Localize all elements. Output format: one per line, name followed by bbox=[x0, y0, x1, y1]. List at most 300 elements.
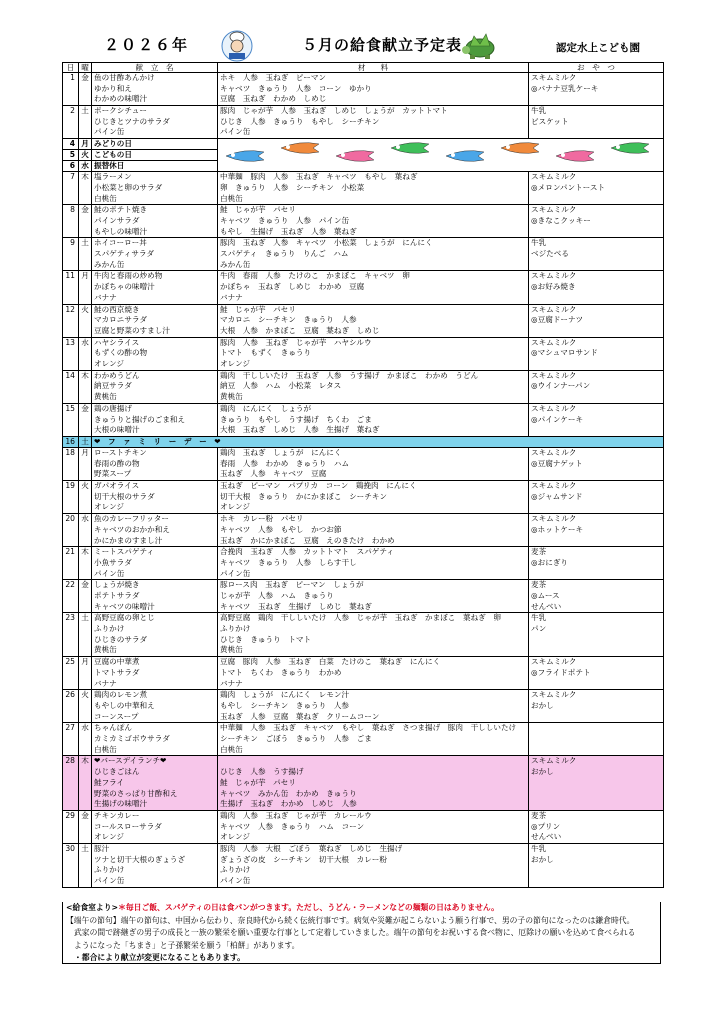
menu-cell bbox=[92, 271, 218, 304]
line: 豚肉 人参 大根 ごぼう 葉ねぎ しめじ 生揚げ bbox=[220, 844, 403, 854]
menu-cell bbox=[92, 172, 218, 205]
line: もやし 生揚げ 玉ねぎ 人参 葉ねぎ bbox=[220, 226, 357, 236]
line: ビスケット bbox=[531, 116, 569, 126]
day-number: 8 bbox=[63, 205, 79, 238]
line: 玉ねぎ かにかまぼこ 豆腐 えのきたけ わかめ bbox=[220, 535, 395, 545]
line: ◎メロンパントースト bbox=[531, 182, 606, 192]
line: じゃが芋 人参 ハム きゅうり bbox=[220, 591, 334, 600]
line: ◎ウインナーパン bbox=[531, 381, 591, 391]
holiday-label: 振替休日 bbox=[92, 161, 218, 172]
line: 玉ねぎ ピーマン パプリカ コーン 鶏挽肉 にんにく bbox=[220, 481, 417, 491]
line: 牛乳 bbox=[531, 238, 547, 248]
line: 野菜スープ bbox=[94, 469, 132, 479]
day-number: 14 bbox=[63, 370, 79, 403]
col-weekday: 曜 bbox=[79, 63, 92, 73]
line: 鶏肉 しょうが にんにく レモン汁 bbox=[220, 690, 350, 700]
snack-cell bbox=[529, 304, 664, 337]
line: 黄桃缶 bbox=[220, 392, 243, 402]
line: ホキ 人参 玉ねぎ ピーマン bbox=[220, 73, 327, 82]
line: わかめうどん bbox=[94, 370, 140, 380]
line: 豚汁 bbox=[94, 844, 110, 854]
line: ベジたべる bbox=[531, 249, 569, 259]
line bbox=[220, 756, 526, 767]
koinobori-icon bbox=[391, 143, 429, 154]
line: 鶏の唐揚げ bbox=[94, 403, 132, 413]
weekday: 土 bbox=[79, 106, 92, 139]
line: ◎マシュマロサンド bbox=[531, 348, 598, 358]
line: 納豆サラダ bbox=[94, 381, 132, 391]
line: スキムミルク bbox=[531, 73, 577, 82]
table-row bbox=[63, 657, 664, 690]
weekday: 土 bbox=[79, 238, 92, 271]
line: 切干大根のサラダ bbox=[94, 491, 155, 501]
year-label: ２０２６年 bbox=[104, 36, 190, 54]
line: スキムミルク bbox=[531, 756, 577, 766]
line: キャベツのおかか和え bbox=[94, 524, 170, 534]
line: おかし bbox=[531, 854, 554, 864]
ingredients-cell bbox=[218, 238, 529, 271]
line: キャベツ 玉ねぎ 生揚げ しめじ 葉ねぎ bbox=[220, 601, 372, 611]
line: きゅうり もやし うす揚げ ちくわ ごま bbox=[220, 414, 372, 424]
line: 鱼の甘酢あんかけ bbox=[94, 73, 155, 82]
snack-cell bbox=[529, 271, 664, 304]
menu-table-body bbox=[63, 73, 664, 888]
line: ハヤシライス bbox=[94, 337, 140, 347]
line: ◎バナナ豆乳ケーキ bbox=[531, 83, 599, 93]
menu-cell bbox=[92, 337, 218, 370]
line: ひじきごはん bbox=[94, 767, 140, 777]
menu-cell bbox=[92, 481, 218, 514]
holiday-row bbox=[63, 139, 664, 150]
table-row bbox=[63, 403, 664, 436]
snack-cell bbox=[529, 723, 664, 756]
table-row bbox=[63, 73, 664, 106]
weekday: 月 bbox=[79, 447, 92, 480]
holiday-label: みどりの日 bbox=[92, 139, 218, 150]
snack-cell bbox=[529, 370, 664, 403]
notes-line-3: ようになった「ちまき」と子孫繁栄を願う「柏餅」があります。 bbox=[74, 940, 300, 950]
line: 鮭の西京焼き bbox=[94, 304, 140, 314]
menu-cell bbox=[92, 205, 218, 238]
ingredients-cell bbox=[218, 403, 529, 436]
line: 黄桃缶 bbox=[220, 645, 243, 655]
line: せんべい bbox=[531, 832, 562, 842]
line: シーチキン ごぼう きゅうり 人参 ごま bbox=[220, 734, 372, 744]
line: ホキ カレー粉 パセリ bbox=[220, 514, 304, 524]
line: 鶏肉 干ししいたけ 玉ねぎ 人参 うす揚げ かまぼこ わかめ うどん bbox=[220, 370, 479, 380]
ingredients-cell bbox=[218, 205, 529, 238]
snack-cell bbox=[529, 613, 664, 657]
menu-cell bbox=[92, 810, 218, 843]
table-row bbox=[63, 106, 664, 139]
line: ホイコーロー丼 bbox=[94, 238, 147, 248]
weekday: 火 bbox=[79, 304, 92, 337]
line: 牛乳 bbox=[531, 613, 547, 623]
line: 卵 きゅうり 人参 シーチキン 小松菜 bbox=[220, 182, 365, 192]
ingredients-cell bbox=[218, 723, 529, 756]
day-number: 12 bbox=[63, 304, 79, 337]
line: 鶏肉 人参 玉ねぎ じゃが芋 カレールウ bbox=[220, 810, 372, 820]
line: 白桃缶 bbox=[94, 744, 117, 754]
menu-cell bbox=[92, 613, 218, 657]
line: ふりかけ bbox=[220, 624, 251, 634]
menu-cell bbox=[92, 304, 218, 337]
line: かぼちゃ 玉ねぎ しめじ わかめ 豆腐 bbox=[220, 282, 365, 292]
line: パイン缶 bbox=[220, 568, 251, 578]
weekday: 水 bbox=[79, 337, 92, 370]
day-number: 26 bbox=[63, 690, 79, 723]
snack-cell bbox=[529, 756, 664, 811]
day-number: 21 bbox=[63, 547, 79, 580]
line: かにかまのすまし汁 bbox=[94, 535, 163, 545]
weekday: 月 bbox=[79, 139, 92, 150]
day-number: 20 bbox=[63, 514, 79, 547]
line: コーンスープ bbox=[94, 711, 139, 721]
ingredients-cell bbox=[218, 844, 529, 888]
table-row bbox=[63, 238, 664, 271]
line: バナナ bbox=[220, 678, 243, 688]
table-row bbox=[63, 580, 664, 613]
line: 大根の味噌汁 bbox=[94, 425, 140, 435]
menu-cell bbox=[92, 844, 218, 888]
menu-cell bbox=[92, 547, 218, 580]
line: 牛乳 bbox=[531, 844, 547, 854]
line: 豆腐と野菜のすまし汁 bbox=[94, 325, 170, 335]
line: マカロニサラダ bbox=[94, 315, 148, 325]
line: 玉ねぎ 人参 キャベツ 豆腐 bbox=[220, 469, 327, 479]
line: ツナと切干大根のぎょうざ bbox=[94, 854, 186, 864]
line: スキムミルク bbox=[531, 481, 577, 491]
line: 豚肉 じゃが芋 人参 玉ねぎ しめじ しょうが カットトマト bbox=[220, 106, 448, 116]
line: 鶏肉のレモン煮 bbox=[94, 690, 148, 700]
weekday: 火 bbox=[79, 481, 92, 514]
line: ◎ホットケーキ bbox=[531, 524, 584, 534]
menu-cell bbox=[92, 370, 218, 403]
notes-line-4: ・都合により献立が変更になることもあります。 bbox=[74, 953, 245, 962]
line: キャベツ きゅうり 人参 しらす干し bbox=[220, 557, 357, 567]
snack-cell bbox=[529, 238, 664, 271]
weekday: 木 bbox=[79, 370, 92, 403]
line: せんべい bbox=[531, 601, 562, 611]
line: トマト ちくわ きゅうり わかめ bbox=[220, 667, 342, 677]
table-row bbox=[63, 172, 664, 205]
line: オレンジ bbox=[94, 832, 124, 842]
line: キャベツ 人参 もやし かつお節 bbox=[220, 524, 342, 534]
table-row bbox=[63, 447, 664, 480]
line: 白桃缶 bbox=[220, 193, 243, 203]
line: ❤バースデイランチ❤ bbox=[94, 756, 167, 766]
koinobori-icon bbox=[281, 143, 319, 154]
koinobori-icon bbox=[446, 151, 484, 162]
line: 麦茶 bbox=[531, 810, 547, 820]
line: ◎ムース bbox=[531, 591, 560, 600]
line: ゆかり和え bbox=[94, 83, 132, 93]
line: 鶏肉 にんにく しょうが bbox=[220, 403, 312, 413]
day-number: 22 bbox=[63, 580, 79, 613]
snack-cell bbox=[529, 844, 664, 888]
line: キャベツ きゅうり 人参 パイン缶 bbox=[220, 215, 350, 225]
line: みかん缶 bbox=[94, 259, 125, 269]
family-day-row bbox=[63, 436, 664, 447]
line: スキムミルク bbox=[531, 690, 577, 700]
col-day: 日 bbox=[63, 63, 79, 73]
snack-cell bbox=[529, 690, 664, 723]
table-row bbox=[63, 547, 664, 580]
line: オレンジ bbox=[220, 832, 250, 842]
snack-cell bbox=[529, 580, 664, 613]
line: 大根 玉ねぎ しめじ 人参 生揚げ 葉ねぎ bbox=[220, 425, 380, 435]
line: パイン缶 bbox=[94, 127, 125, 137]
line: もやしの味噌汁 bbox=[94, 226, 148, 236]
line: ◎きなこクッキー bbox=[531, 215, 591, 225]
snack-cell bbox=[529, 514, 664, 547]
menu-cell bbox=[92, 756, 218, 811]
line: 魚のカレーフリッター bbox=[94, 514, 169, 524]
day-number: 11 bbox=[63, 271, 79, 304]
line: 麦茶 bbox=[531, 547, 547, 557]
line: スキムミルク bbox=[531, 205, 577, 215]
snack-cell bbox=[529, 481, 664, 514]
snack-cell bbox=[529, 810, 664, 843]
line: パン bbox=[531, 624, 547, 634]
weekday: 水 bbox=[79, 723, 92, 756]
line: スキムミルク bbox=[531, 370, 577, 380]
ingredients-cell bbox=[218, 756, 529, 811]
day-number: 2 bbox=[63, 106, 79, 139]
snack-cell bbox=[529, 403, 664, 436]
table-row bbox=[63, 810, 664, 843]
line: キャベツ 人参 きゅうり ハム コーン bbox=[220, 821, 365, 831]
weekday: 月 bbox=[79, 271, 92, 304]
line: マカロニ シーチキン きゅうり 人参 bbox=[220, 315, 357, 325]
line: スキムミルク bbox=[531, 447, 577, 457]
ingredients-cell bbox=[218, 73, 529, 106]
line: ひじき 人参 うす揚げ bbox=[220, 767, 304, 777]
line: スキムミルク bbox=[531, 271, 577, 281]
weekday: 土 bbox=[79, 436, 92, 447]
line: 生揚げ 玉ねぎ わかめ しめじ 人参 bbox=[220, 799, 357, 809]
notes-line-2: 武家の間で跡継ぎの男子の成長と一族の繁栄を願い重要な行事として定着していきました。端午の節句をお祝いする食べ物に、厄除けの願いを込めて食べられる bbox=[74, 928, 636, 937]
line: 玉ねぎ 人参 豆腐 葉ねぎ クリームコーン bbox=[220, 711, 380, 721]
table-row bbox=[63, 613, 664, 657]
line: 白桃缶 bbox=[220, 744, 243, 754]
ingredients-cell bbox=[218, 810, 529, 843]
line: パイン缶 bbox=[94, 876, 125, 886]
menu-cell bbox=[92, 403, 218, 436]
koinobori-icon bbox=[336, 151, 374, 162]
line: オレンジ bbox=[94, 502, 124, 512]
line: おかし bbox=[531, 767, 554, 777]
line: 納豆 人参 ハム 小松菜 レタス bbox=[220, 381, 342, 391]
table-row bbox=[63, 756, 664, 811]
day-number: 29 bbox=[63, 810, 79, 843]
weekday: 水 bbox=[79, 514, 92, 547]
menu-table bbox=[62, 62, 664, 888]
weekday: 木 bbox=[79, 547, 92, 580]
ingredients-cell bbox=[218, 580, 529, 613]
line: 豆腐 玉ねぎ わかめ しめじ bbox=[220, 94, 327, 104]
ingredients-cell bbox=[218, 106, 529, 139]
line: 黄桃缶 bbox=[94, 392, 117, 402]
page-title: ５月の給食献立予定表 bbox=[302, 36, 463, 54]
table-row bbox=[63, 370, 664, 403]
line: 大根 人参 かまぼこ 豆腐 葉ねぎ しめじ bbox=[220, 325, 380, 335]
snack-cell bbox=[529, 337, 664, 370]
line: 合挽肉 玉ねぎ 人参 カットトマト スパゲティ bbox=[220, 547, 394, 557]
line: 豆腐の中華煮 bbox=[94, 657, 140, 667]
line: スパゲティ きゅうり りんご ハム bbox=[220, 249, 349, 259]
ingredients-cell bbox=[218, 547, 529, 580]
weekday: 火 bbox=[79, 690, 92, 723]
day-number: 7 bbox=[63, 172, 79, 205]
table-row bbox=[63, 337, 664, 370]
ingredients-cell bbox=[218, 657, 529, 690]
table-row bbox=[63, 514, 664, 547]
line: スキムミルク bbox=[531, 657, 577, 667]
page-header bbox=[62, 28, 662, 64]
ingredients-cell bbox=[218, 514, 529, 547]
line: 野菜のさっぱり甘酢和え bbox=[94, 788, 178, 798]
line: もずくの酢の物 bbox=[94, 348, 148, 358]
line: パイン缶 bbox=[94, 568, 125, 578]
chef-icon bbox=[220, 28, 254, 62]
menu-cell bbox=[92, 106, 218, 139]
day-number: 6 bbox=[63, 161, 79, 172]
line: スキムミルク bbox=[531, 304, 577, 314]
weekday: 金 bbox=[79, 73, 92, 106]
table-row bbox=[63, 723, 664, 756]
day-number: 27 bbox=[63, 723, 79, 756]
line: 白桃缶 bbox=[94, 193, 117, 203]
line: ちゃんぽん bbox=[94, 723, 132, 733]
table-row bbox=[63, 205, 664, 238]
snack-cell bbox=[529, 106, 664, 139]
line: 小松菜と卵のサラダ bbox=[94, 182, 163, 192]
holiday-label: こどもの日 bbox=[92, 150, 218, 161]
weekday: 木 bbox=[79, 172, 92, 205]
line: ◎お好み焼き bbox=[531, 282, 576, 292]
snack-cell bbox=[529, 172, 664, 205]
col-snack: お や つ bbox=[529, 63, 664, 73]
line: バナナ bbox=[220, 292, 243, 302]
weekday: 金 bbox=[79, 403, 92, 436]
line: ポテトサラダ bbox=[94, 591, 140, 600]
line: ひじきとツナのサラダ bbox=[94, 116, 170, 126]
day-number: 25 bbox=[63, 657, 79, 690]
table-row bbox=[63, 481, 664, 514]
menu-cell bbox=[92, 447, 218, 480]
weekday: 金 bbox=[79, 205, 92, 238]
line: 牛肉 春雨 人参 たけのこ かまぼこ キャベツ 卵 bbox=[220, 271, 410, 281]
line: ◎豆腐ドーナツ bbox=[531, 315, 584, 325]
line: おかし bbox=[531, 700, 554, 710]
line: ポークシチュー bbox=[94, 106, 147, 116]
line: スキムミルク bbox=[531, 172, 577, 182]
table-row bbox=[63, 304, 664, 337]
line: 豚肉 人参 玉ねぎ じゃが芋 ハヤシルウ bbox=[220, 337, 372, 347]
line: もやし シーチキン きゅうり 人参 bbox=[220, 700, 350, 710]
line: トマトサラダ bbox=[94, 667, 140, 677]
line: 鮭 じゃが芋 パセリ bbox=[220, 304, 296, 314]
line: チキンカレー bbox=[94, 810, 140, 820]
line: 小魚サラダ bbox=[94, 557, 132, 567]
line: キャベツの味噌汁 bbox=[94, 601, 155, 611]
line: ◎プリン bbox=[531, 821, 561, 831]
col-menu: 献 立 名 bbox=[92, 63, 218, 73]
table-header-row bbox=[63, 63, 664, 73]
line: 鮭のポテト焼き bbox=[94, 205, 148, 215]
line: 豚ロース肉 玉ねぎ ピーマン しょうが bbox=[220, 580, 364, 590]
snack-cell bbox=[529, 657, 664, 690]
line: 生揚げの味噌汁 bbox=[94, 799, 148, 809]
weekday: 木 bbox=[79, 756, 92, 811]
menu-cell bbox=[92, 580, 218, 613]
day-number: 18 bbox=[63, 447, 79, 480]
line: ミートスパゲティ bbox=[94, 547, 155, 557]
koinobori-icon bbox=[556, 151, 594, 162]
menu-cell bbox=[92, 723, 218, 756]
line: わかめの味噌汁 bbox=[94, 94, 148, 104]
line: もやしの中華和え bbox=[94, 700, 155, 710]
day-number: 15 bbox=[63, 403, 79, 436]
snack-cell bbox=[529, 547, 664, 580]
ingredients-cell bbox=[218, 337, 529, 370]
line: パインサラダ bbox=[94, 215, 140, 225]
col-ingredients: 材 料 bbox=[218, 63, 529, 73]
line: スパゲティサラダ bbox=[94, 249, 155, 259]
line: 牛肉と春雨の炒め物 bbox=[94, 271, 163, 281]
notes-line-lead: <給食室より>＊毎日ご飯、スパゲティの日は食パンがつきます。ただし、うどん・ラーメンなどの麺類の日はありません。 bbox=[66, 903, 499, 912]
line: しょうが焼き bbox=[94, 580, 140, 590]
ingredients-cell bbox=[218, 304, 529, 337]
day-number: 19 bbox=[63, 481, 79, 514]
line: スキムミルク bbox=[531, 514, 577, 524]
line: 豆腐 豚肉 人参 玉ねぎ 白菜 たけのこ 葉ねぎ にんにく bbox=[220, 657, 441, 667]
line: ◎おにぎり bbox=[531, 557, 569, 567]
line: ローストチキン bbox=[94, 447, 147, 457]
snack-cell bbox=[529, 205, 664, 238]
line: オレンジ bbox=[94, 359, 124, 369]
day-number: 5 bbox=[63, 150, 79, 161]
koinobori-icon bbox=[501, 143, 539, 154]
line: ガパオライス bbox=[94, 481, 140, 491]
menu-cell bbox=[92, 514, 218, 547]
line: 春雨 人参 わかめ きゅうり ハム bbox=[220, 458, 350, 468]
menu-cell bbox=[92, 657, 218, 690]
ingredients-cell bbox=[218, 613, 529, 657]
weekday: 月 bbox=[79, 657, 92, 690]
line: みかん缶 bbox=[220, 259, 251, 269]
line: ◎フライドポテト bbox=[531, 667, 591, 677]
koinobori-icon bbox=[611, 143, 649, 154]
line: スキムミルク bbox=[531, 403, 577, 413]
table-row bbox=[63, 844, 664, 888]
line: 春雨の酢の物 bbox=[94, 458, 140, 468]
line: 高野豆腐の卵とじ bbox=[94, 613, 155, 623]
line: ◎パインケーキ bbox=[531, 414, 584, 424]
day-number: 23 bbox=[63, 613, 79, 657]
line: 麦茶 bbox=[531, 580, 547, 590]
notes-line-1: 【端午の節句】端午の節句は、中国から伝わり、奈良時代から続く伝統行事です。病気や災難が起こらないよう願う行事で、男の子の節句になったのは鎌倉時代。 bbox=[66, 915, 635, 925]
day-number: 4 bbox=[63, 139, 79, 150]
snack-cell bbox=[529, 447, 664, 480]
line: 塩ラーメン bbox=[94, 172, 132, 182]
line: バナナ bbox=[94, 292, 117, 302]
ingredients-cell bbox=[218, 690, 529, 723]
weekday: 土 bbox=[79, 844, 92, 888]
weekday: 金 bbox=[79, 580, 92, 613]
line: ふりかけ bbox=[94, 865, 125, 875]
